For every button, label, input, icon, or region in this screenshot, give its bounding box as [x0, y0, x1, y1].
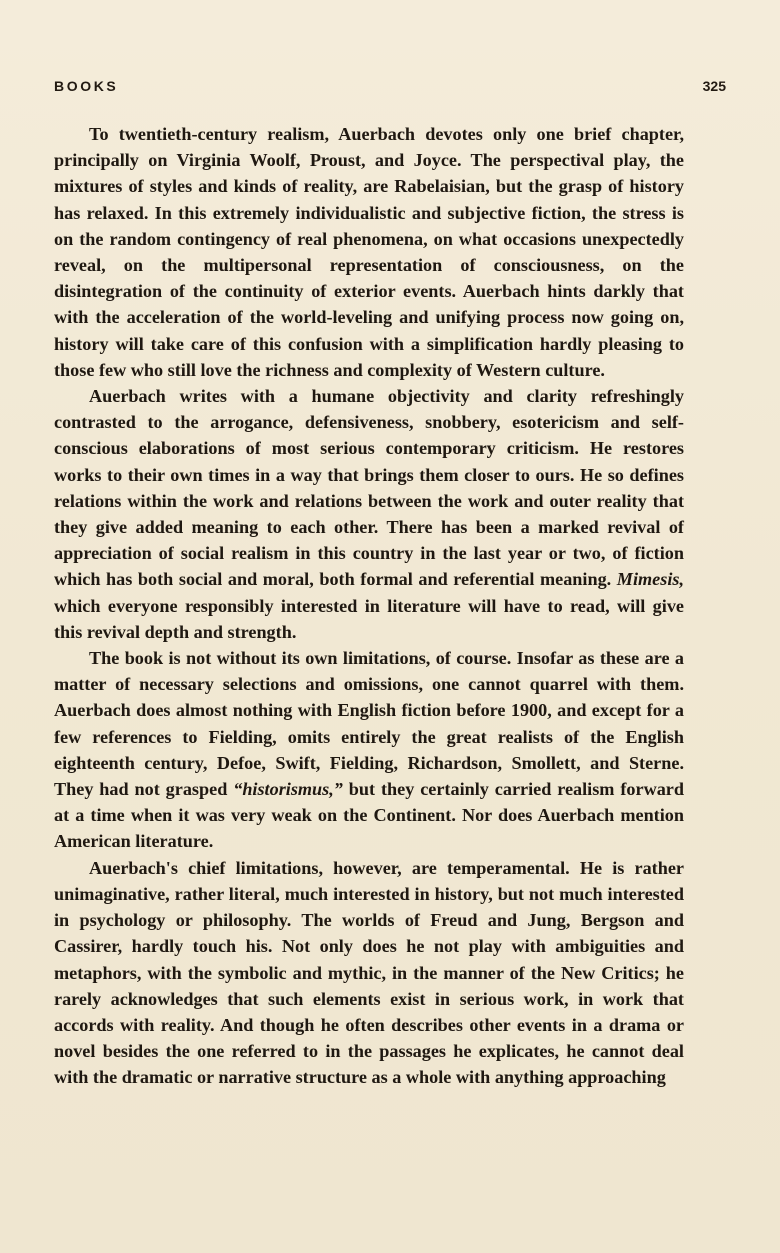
paragraph-text: Auerbach's chief limitations, however, are temperamental. He is rather unimaginative, rather literal, much interested in history, but not much interested in psychology or philosophy. The worlds of Freud and Jung, Bergson and Cassirer, hardly touch his. Not only does he not play with ambiguities and metaphors, with the symbolic and mythic, in the manner of the New Critics; he rarely acknowledges that such elements exist in serious work, in work that accords with reality. And though he often describes other events in a drama or novel besides the one referred to in the passages he explicates, he cannot deal with the dramatic or narrative structure as a whole with anything approaching [54, 857, 684, 1088]
book-title-mimesis: Mimesis, [616, 569, 684, 590]
paragraph-text: The book is not without its own limitations, of course. Insofar as these are a matter of necessary selections and omissions, one cannot quarrel with them. Auerbach does almost nothing with English fiction before 1900, and except for a few references to Fielding, omits entirely the great realists of the English eighteenth century, Defoe, Swift, Fielding, Richardson, Smollett, and Sterne. They had not grasped [54, 648, 684, 800]
running-head: BOOKS [54, 78, 119, 94]
paragraph-text: Auerbach writes with a humane objectivity and clarity refreshingly contrasted to the arrogance, defensiveness, snobbery, esotericism and self-conscious elaborations of most serious contemporary criticism. He restores works to their own times in a way that brings them closer to ours. He so defines relations within the work and relations between the work and outer reality that they give added meaning to each other. There has been a marked revival of appreciation of social realism in this country in the last year or two, of fiction which has both social and moral, both formal and referential meaning. [54, 386, 684, 590]
paragraph-text: which everyone responsibly interested in literature will have to read, will give this revival depth and strength. [54, 595, 684, 642]
paragraph-3 [54, 645, 684, 855]
paragraph-2 [54, 383, 684, 645]
paragraph-text: but they certainly carried realism forward at a time when it was very weak on the Continent. Nor does Auerbach mention American literature. [54, 779, 684, 852]
page-number: 325 [702, 78, 726, 94]
body-text [54, 121, 684, 1091]
paragraph-4 [54, 855, 684, 1091]
term-historismus: “historismus,” [233, 779, 343, 800]
page-header [54, 78, 726, 98]
paragraph-1 [54, 121, 684, 383]
paragraph-text: To twentieth-century realism, Auerbach devotes only one brief chapter, principally on Virginia Woolf, Proust, and Joyce. The perspectival play, the mixtures of styles and kinds of reality, are Rabelaisian, but the grasp of history has relaxed. In this extremely individualistic and subjective fiction, the stress is on the random contingency of real phenomena, on what occasions unexpectedly reveal, on the multipersonal representation of consciousness, on the disintegration of the continuity of exterior events. Auerbach hints darkly that with the acceleration of the world-leveling and unifying process now going on, history will take care of this confusion with a simplification hardly pleasing to those few who still love the richness and complexity of Western culture. [54, 124, 684, 380]
